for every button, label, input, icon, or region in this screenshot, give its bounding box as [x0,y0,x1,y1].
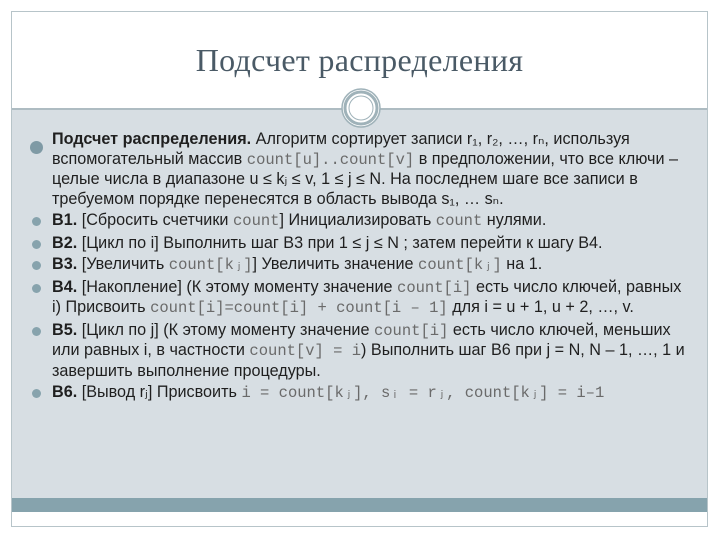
slide-title: Подсчет распределения [195,42,524,78]
item-text: Алгоритм сортирует записи r₁, r₂, …, rₙ, используя вспомогательный массив [52,130,630,168]
bullet-icon [32,327,41,336]
bullet-icon [32,217,41,226]
item-text: ] Увеличить значение [252,255,419,273]
bullet-icon [32,389,41,398]
item-text: на 1. [501,255,543,273]
item-code: count [232,212,280,230]
item-text: есть число ключей, равных i) Присвоить [52,277,682,316]
item-lead: В2. [52,233,78,252]
bullet-icon [32,240,41,249]
item-text: ) Выполнить шаг В6 при j = N, N – 1, …, 1 и завершить выполнение процедуры. [52,341,685,380]
item-code: count [435,212,483,230]
item-text: [Цикл по i] Выполнить шаг В3 при 1 ≤ j ≤ N ; затем перейти к шагу В4. [77,233,603,252]
item-lead: Подсчет распределения. [52,130,252,148]
bullet-icon [32,261,41,270]
list-item [30,383,690,404]
item-text: нулями. [482,211,547,229]
item-code: count[i] [397,278,472,297]
item-text: [Вывод rⱼ] Присвоить [77,383,242,401]
bullet-icon [32,284,41,293]
item-lead: В5. [52,320,78,339]
item-code: count[i] [373,321,449,340]
list-item [30,234,690,254]
item-lead: В4. [52,277,78,296]
bullet-list [30,130,690,404]
item-lead: В1. [52,211,78,229]
ring-ornament-icon [340,87,382,129]
list-item [30,255,690,276]
item-text: [Накопление] (К этому моменту значение [77,277,398,296]
item-lead: В6. [52,383,78,401]
item-code: i = count[kⱼ], sᵢ = rⱼ, count[kⱼ] = i–1 [241,384,605,402]
list-item [30,211,690,232]
item-text: есть число ключей, меньших или равных i, в частности [52,320,671,359]
item-text: [Сбросить счетчики [77,211,233,229]
item-text: ] Инициализировать [279,211,436,229]
bullet-icon [30,141,43,154]
item-text: в предположении, что все ключи – целые числа в диапазоне u ≤ kⱼ ≤ v, 1 ≤ j ≤ N. На последнем шаге все записи в требуемом порядке перенесятся в область вывода s₁, … sₙ. [52,149,679,208]
content-area [12,110,707,512]
slide-frame [11,11,708,527]
bottom-bar [12,498,707,512]
item-code: count[u]..count[v] [246,150,415,169]
item-code: count[kⱼ] [168,256,253,274]
item-lead: В3. [52,255,78,273]
item-text: для i = u + 1, u + 2, …, v. [447,298,634,316]
list-item [30,278,690,319]
item-text: [Увеличить [77,255,169,273]
list-item [30,321,690,382]
item-code: count[i]=count[i] + count[i – 1] [150,299,448,317]
item-code: count[kⱼ] [418,256,502,274]
item-code: count[v] = i [249,342,362,360]
item-text: [Цикл по j] (К этому моменту значение [77,320,374,339]
list-item [30,130,690,209]
